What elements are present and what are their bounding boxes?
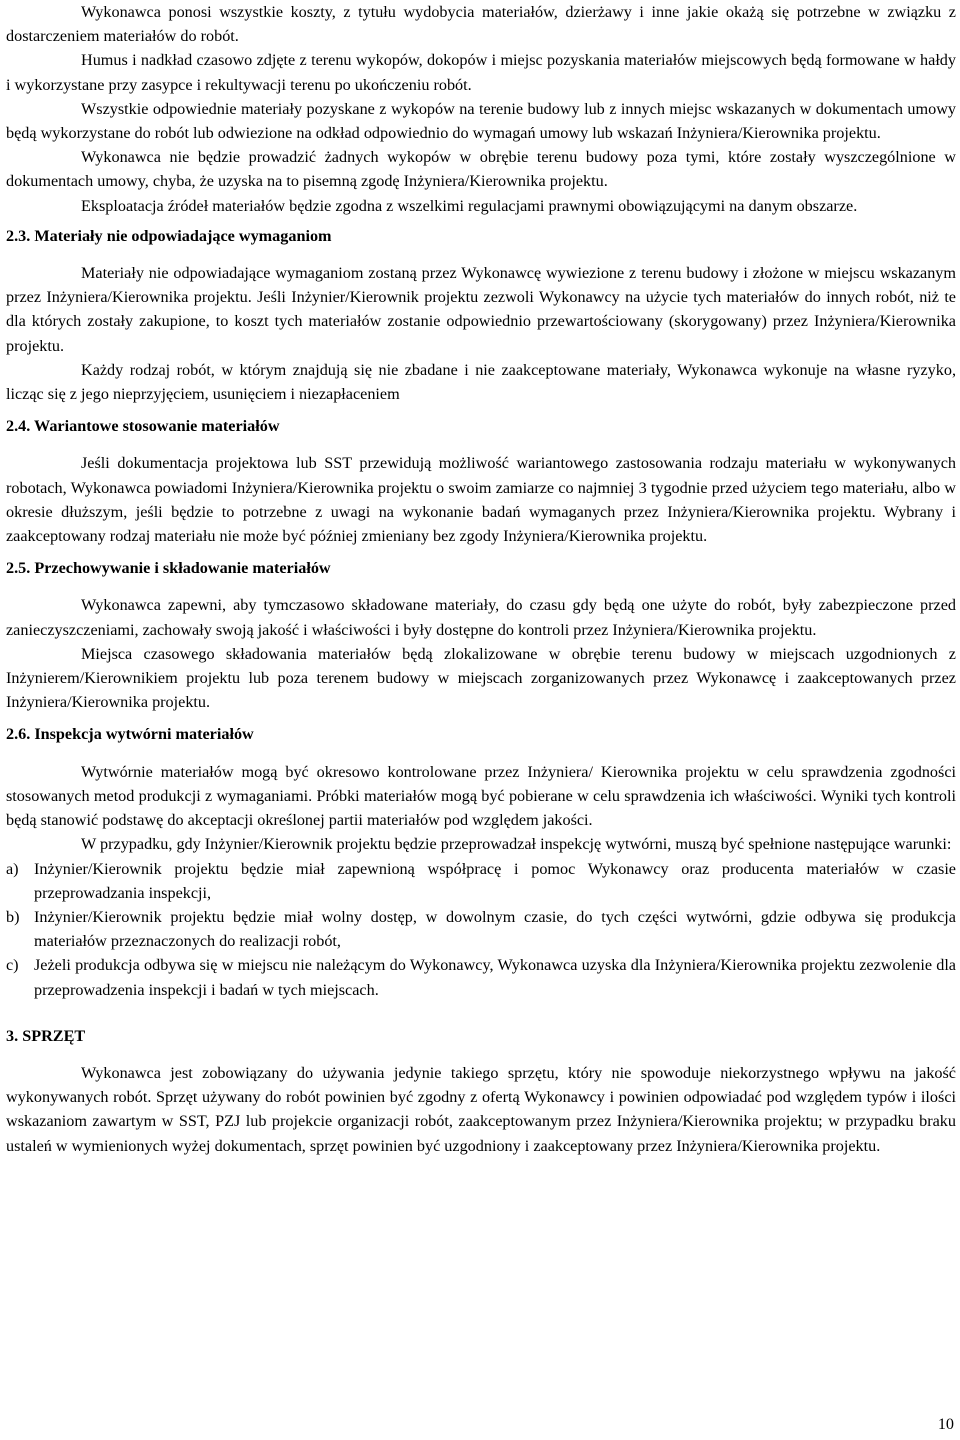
document-page xyxy=(6,0,956,1158)
section-2-4-heading: 2.4. Wariantowe stosowanie materiałów xyxy=(6,417,280,436)
intro-paragraph-2: Humus i nadkład czasowo zdjęte z terenu wykopów, dokopów i miejsc pozyskania materiałów miejscowych będą formowane w hałdy i wykorzystane przy zasypce i rekultywacji terenu po ukończeniu robót. xyxy=(6,51,956,94)
intro-paragraph-5: Eksploatacja źródeł materiałów będzie zgodna z wszelkimi regulacjami prawnymi obowiązującymi na danym obszarze. xyxy=(81,196,858,215)
page-number: 10 xyxy=(937,1415,954,1433)
section-2-3-paragraph-1: Materiały nie odpowiadające wymaganiom zostaną przez Wykonawcę wywiezione z terenu budowy i złożone w miejscu wskazanym przez Inżyniera/Kierownika projektu. Jeśli Inżynier/Kierownik projektu zezwoli Wykonawcy na użycie tych materiałów do innych robót, niż te dla których zostały zakupione, to koszt tych materiałów zostanie odpowiednio przewartościowany (skorygowany) przez Inżyniera/Kierownika projektu. xyxy=(6,264,956,355)
section-2-5-paragraph-1: Wykonawca zapewni, aby tymczasowo składowane materiały, do czasu gdy będą one użyte do robót, były zabezpieczone przed zanieczyszczeniami, zachowały swoją jakość i właściwości i były dostępne do kontroli przez Inżyniera/Kierownika projektu. xyxy=(6,596,956,639)
section-2-5-paragraph-2: Miejsca czasowego składowania materiałów będą zlokalizowane w obrębie terenu budowy w miejscach uzgodnionych z Inżynierem/Kierownikiem projektu lub poza terenem budowy w miejscach zorganizowanych przez Wykonawcę i zaakceptowanych przez Inżyniera/Kierownika projektu. xyxy=(6,644,956,712)
list-item xyxy=(6,857,956,905)
list-item-label: b) xyxy=(6,907,20,926)
section-2-3-paragraph-2: Każdy rodzaj robót, w którym znajdują się nie zbadane i nie zaakceptowane materiały, Wykonawca wykonuje na własne ryzyko, licząc się z jego nieprzyjęciem, usunięciem i niezapłaceniem xyxy=(6,360,956,404)
list-item-text: Jeżeli produkcja odbywa się w miejscu nie należącym do Wykonawcy, Wykonawca uzyska dla Inżyniera/Kierownika projektu zezwolenie dla przeprowadzenia inspekcji i badań w tych miejscach. xyxy=(34,956,956,999)
intro-paragraph-3: Wszystkie odpowiednie materiały pozyskane z wykopów na terenie budowy lub z innych miejsc wskazanych w dokumentach umowy będą wykorzystane do robót lub odwiezione na odkład odpowiednio do wymagań umowy lub wskazań Inżyniera/Kierownika projektu. xyxy=(6,99,956,143)
section-2-6-heading: 2.6. Inspekcja wytwórni materiałów xyxy=(6,725,254,744)
list-item-text: Inżynier/Kierownik projektu będzie miał wolny dostęp, w dowolnym czasie, do tych części wytwórni, gdzie odbywa się produkcja materiałów przeznaczonych do realizacji robót, xyxy=(34,907,956,951)
section-2-5-heading: 2.5. Przechowywanie i składowanie materiałów xyxy=(6,559,331,578)
section-3-heading: 3. SPRZĘT xyxy=(6,1026,86,1045)
list-item-label: c) xyxy=(6,956,19,975)
section-2-6-paragraph-1: Wytwórnie materiałów mogą być okresowo kontrolowane przez Inżyniera/ Kierownika projektu w celu sprawdzenia zgodności stosowanych metod produkcji z wymaganiami. Próbki materiałów mogą być pobierane w celu sprawdzenia ich właściwości. Wyniki tych kontroli będą stanowić podstawę do akceptacji określonej partii materiałów pod względem jakości. xyxy=(6,762,956,830)
section-3-paragraph-1: Wykonawca jest zobowiązany do używania jedynie takiego sprzętu, który nie spowoduje niekorzystnego wpływu na jakość wykonywanych robót. Sprzęt używany do robót powinien być zgodny z ofertą Wykonawcy i powinien odpowiadać pod względem typów i ilości wskazaniom zawartym w SST, PZJ lub projekcie organizacji robót, zaakceptowanym przez Inżyniera/Kierownika projektu; w przypadku braku ustaleń w wymienionych wyżej dokumentach, sprzęt powinien być uzgodniony i zaakceptowany przez Inżyniera/Kierownika projektu. xyxy=(6,1063,956,1155)
section-2-6-paragraph-2: W przypadku, gdy Inżynier/Kierownik projektu będzie przeprowadzał inspekcję wytwórni, muszą być spełnione następujące warunki: xyxy=(81,835,952,854)
section-2-4-paragraph-1: Jeśli dokumentacja projektowa lub SST przewidują możliwość wariantowego zastosowania rodzaju materiału w wykonywanych robotach, Wykonawca powiadomi Inżyniera/Kierownika projektu o swoim zamiarze co najmniej 3 tygodnie przed użyciem tego materiału, albo w okresie dłuższym, jeśli będzie to potrzebne z uwagi na wykonanie badań wymaganych przez Inżyniera/Kierownika projektu. Wybrany i zaakceptowany rodzaj materiału nie może być później zmieniany bez zgody Inżyniera/Kierownika projektu. xyxy=(6,454,956,546)
list-item-text: Inżynier/Kierownik projektu będzie miał zapewnioną współpracę i pomoc Wykonawcy oraz producenta materiałów w czasie przeprowadzania inspekcji, xyxy=(34,859,956,902)
intro-paragraph-4: Wykonawca nie będzie prowadzić żadnych wykopów w obrębie terenu budowy poza tymi, które zostały wyszczególnione w dokumentach umowy, chyba, że uzyska na to pisemną zgodę Inżyniera/Kierownika projektu. xyxy=(6,148,956,191)
intro-paragraph-1: Wykonawca ponosi wszystkie koszty, z tytułu wydobycia materiałów, dzierżawy i inne jakie okażą się potrzebne w związku z dostarczeniem materiałów do robót. xyxy=(6,3,956,46)
list-item-label: a) xyxy=(6,859,19,878)
section-2-3-heading: 2.3. Materiały nie odpowiadające wymaganiom xyxy=(6,226,332,245)
list-item xyxy=(6,905,956,953)
list-item xyxy=(6,953,956,1001)
